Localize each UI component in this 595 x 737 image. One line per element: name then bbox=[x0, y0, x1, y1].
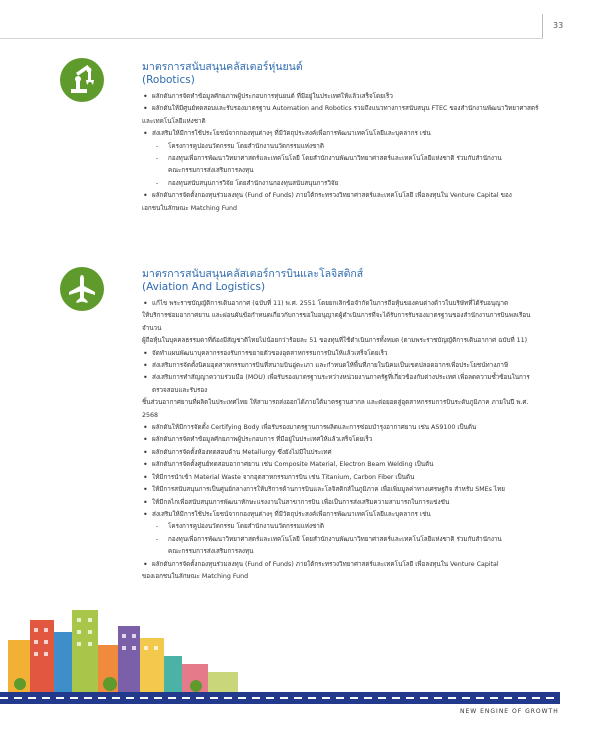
list-item: • ให้มีการสนับสนุนการเป็นศูนย์กลางการให้บริการด้านการบินและโลจิสติกส์ในภูมิภาค เพื่อเพิ่มมูลค่าทางเศรษฐกิจ สำหรับ SMEs ไทย bbox=[142, 484, 542, 496]
list-item: ผู้ถือหุ้นในบุคคลธรรมดาที่ต้องมีสัญชาติไทยไม่น้อยกว่าร้อยละ 51 ของทุนที่ใช้ดำเนินการทั้งหมด (ตามพระราชบัญญัติการเดินอากาศ ฉบับที่ 11) bbox=[142, 337, 528, 345]
list-item: เอกชนในลักษณะ Matching Fund bbox=[142, 204, 237, 212]
list-item: • ให้มีการนำเข้า Material Waste จากอุตสาหกรรมการบิน เช่น Titanium, Carbon Fiber เป็นต้น bbox=[142, 472, 542, 484]
list-item: • ผลักดันให้มีการจัดตั้ง Certifying Body เพื่อรับรองมาตรฐานการผลิตและการซ่อมบำรุงอากาศยาน เช่น AS9100 เป็นต้น bbox=[142, 422, 542, 434]
sub-list-item: คณะกรรมการส่งเสริมการลงทุน bbox=[168, 167, 254, 175]
list-item: และเทคโนโลยีแห่งชาติ bbox=[142, 117, 206, 125]
robotics-subtitle: (Robotics) bbox=[142, 74, 195, 86]
aviation-title: มาตรการสนับสนุนคลัสเตอร์การบินและโลจิสติกส์ bbox=[142, 268, 364, 280]
list-item: • ส่งเสริมการจัดตั้งนิคมอุตสาหกรรมการบินที่สนามบินอู่ตะเภา และกำหนดให้พื้นที่ภายในนิคมเป็นเขตปลอดอากรเพื่อประโยชน์ทางภาษี bbox=[142, 360, 542, 372]
road-markings bbox=[0, 697, 560, 699]
list-item: • ผลักดันการจัดตั้งห้องทดสอบด้าน Metallurgy ซึ่งยังไม่มีในประเทศ bbox=[142, 447, 542, 459]
list-item: • ส่งเสริมให้มีการใช้ประโยชน์จากกองทุนต่างๆ ที่มีวัตถุประสงค์เพื่อการพัฒนาเทคโนโลยีและบุคลากร เช่น bbox=[142, 128, 542, 140]
aviation-subtitle: (Aviation And Logistics) bbox=[142, 281, 266, 293]
list-item: ให้บริการซ่อมอากาศยาน และผ่อนผันข้อกำหนดเกี่ยวกับการขอใบอนุญาตผู้ดำเนินการที่จะได้รับการรับรองมาตรฐานของสำนักงานการบินพลเรือน จำนวน bbox=[142, 312, 531, 332]
list-item: • ส่งเสริมการทำสัญญาความร่วมมือ (MOU) เพื่อรับรองมาตรฐานระหว่างหน่วยงานภาครัฐที่เกี่ยวข้องกับต่างประเทศ เพื่อลดความซ้ำซ้อนในการตรวจสอบและรับรอง bbox=[142, 372, 542, 397]
robotics-section bbox=[142, 61, 542, 215]
list-item: ชิ้นส่วนอากาศยานที่ผลิตในประเทศไทย ให้สามารถส่งออกได้ภายใต้มาตรฐานสากล และต่อยอดสู่อุตสาหกรรมการบินระดับภูมิภาค ภายในปี พ.ศ. 2568 bbox=[142, 399, 529, 419]
robotics-title: มาตรการสนับสนุนคลัสเตอร์หุ่นยนต์ bbox=[142, 61, 303, 73]
sub-list-item: - กองทุนสนับสนุนการวิจัย โดยสำนักงานกองทุนสนับสนุนการวิจัย bbox=[142, 178, 542, 190]
airplane-icon bbox=[60, 267, 104, 311]
robot-arm-icon bbox=[60, 58, 104, 102]
list-item: • ผลักดันการจัดตั้งกองทุนร่วมลงทุน (Fund of Funds) ภายใต้กระทรวงวิทยาศาสตร์และเทคโนโลยี เพื่อลงทุนใน Venture Capital bbox=[142, 559, 542, 571]
list-item: • ผลักดันการจัดทำข้อมูลศักยภาพผู้ประกอบการ ที่มีอยู่ในประเทศให้แล้วเสร็จโดยเร็ว bbox=[142, 434, 542, 446]
page-number: 33 bbox=[553, 21, 564, 30]
sub-list-item: คณะกรรมการส่งเสริมการลงทุน bbox=[168, 548, 254, 556]
aviation-list bbox=[142, 298, 542, 583]
footer-tagline: NEW ENGINE OF GROWTH bbox=[460, 708, 559, 715]
sub-list-item: - โครงการคูปองนวัตกรรม โดยสำนักงานนวัตกรรมแห่งชาติ bbox=[142, 141, 542, 153]
sub-list-item: - โครงการคูปองนวัตกรรม โดยสำนักงานนวัตกรรมแห่งชาติ bbox=[142, 521, 542, 533]
list-item: • จัดทำแผนพัฒนาบุคลากรรองรับการขยายตัวของอุตสาหกรรมการบินให้แล้วเสร็จโดยเร็ว bbox=[142, 348, 542, 360]
sub-list-item: - กองทุนเพื่อการพัฒนาวิทยาศาสตร์และเทคโนโลยี โดยสำนักงานพัฒนาวิทยาศาสตร์และเทคโนโลยีแห่งชาติ ร่วมกับสำนักงาน bbox=[142, 153, 542, 165]
list-item: • ผลักดันการจัดตั้งกองทุนร่วมลงทุน (Fund of Funds) ภายใต้กระทรวงวิทยาศาสตร์และเทคโนโลยี เพื่อลงทุนใน Venture Capital ของ bbox=[142, 190, 542, 202]
list-item: • แก้ไข พระราชบัญญัติการเดินอากาศ (ฉบับที่ 11) พ.ศ. 2551 โดยยกเลิกข้อจำกัดในการถือหุ้นของคนต่างด้าวในบริษัทที่ได้รับอนุญาต bbox=[142, 298, 542, 310]
list-item: • ส่งเสริมให้มีการใช้ประโยชน์จากกองทุนต่างๆ ที่มีวัตถุประสงค์เพื่อการพัฒนาเทคโนโลยีและบุคลากร เช่น bbox=[142, 509, 542, 521]
list-item: • ผลักดันให้มีศูนย์ทดสอบและรับรองมาตรฐาน Automation and Robotics รวมถึงแนวทางการสนับสนุน FTEC ของสำนักงานพัฒนาวิทยาศาสตร์ bbox=[142, 103, 542, 115]
header-divider bbox=[0, 38, 543, 39]
aviation-section bbox=[142, 268, 542, 583]
list-item: • ผลักดันการจัดทำข้อมูลศักยภาพผู้ประกอบการหุ่นยนต์ ที่มีอยู่ในประเทศให้แล้วเสร็จโดยเร็ว bbox=[142, 91, 542, 103]
city-skyline-illustration bbox=[0, 600, 300, 692]
list-item: • ผลักดันการจัดตั้งศูนย์ทดสอบอากาศยาน เช่น Composite Material, Electron Beam Welding เป็นต้น bbox=[142, 459, 542, 471]
list-item: • ให้มีกลไกเพื่อสนับสนุนการพัฒนาทักษะแรงงานในสาขาการบิน เพื่อเป็นการส่งเสริมความสามารถในการแข่งขัน bbox=[142, 497, 542, 509]
robotics-list bbox=[142, 91, 542, 215]
sub-list-item: - กองทุนเพื่อการพัฒนาวิทยาศาสตร์และเทคโนโลยี โดยสำนักงานพัฒนาวิทยาศาสตร์และเทคโนโลยีแห่งชาติ ร่วมกับสำนักงาน bbox=[142, 534, 542, 546]
list-item: ของเอกชนในลักษณะ Matching Fund bbox=[142, 572, 249, 580]
header-divider-vertical bbox=[542, 14, 543, 38]
